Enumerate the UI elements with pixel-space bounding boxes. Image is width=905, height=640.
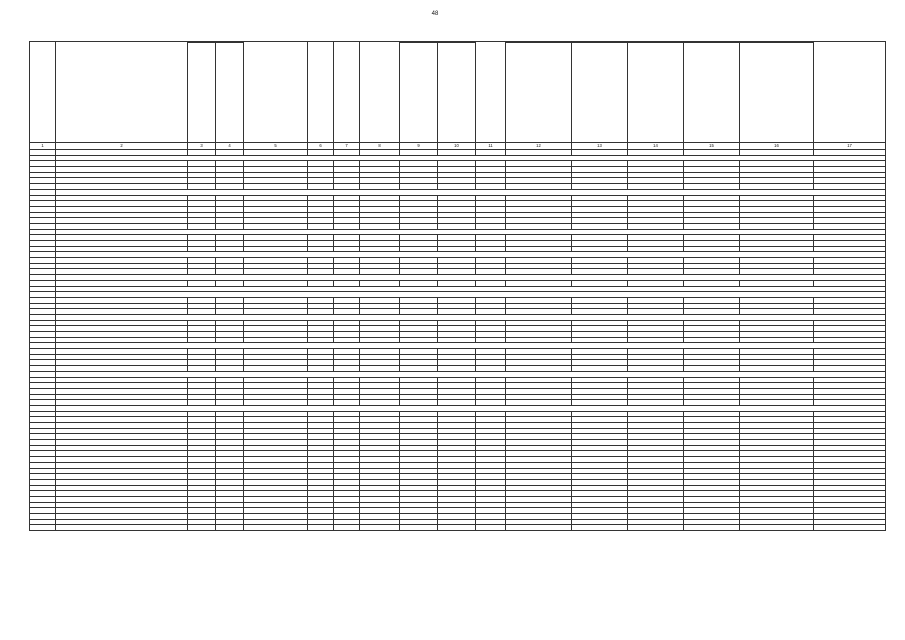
header-area-total [400, 43, 438, 143]
table-cell [814, 525, 886, 531]
table-cell [628, 525, 684, 531]
header-cost-total [506, 43, 572, 143]
table-body [30, 150, 886, 531]
header-cost-local [684, 43, 740, 143]
table-cell [572, 525, 628, 531]
header-total-area [360, 42, 400, 143]
table-cell [506, 525, 572, 531]
page-number: 48 [431, 11, 439, 17]
table-cell [438, 525, 476, 531]
header-year-built [188, 43, 216, 143]
table-cell [30, 525, 56, 531]
table-cell [740, 525, 814, 531]
header-no [30, 42, 56, 143]
capital-repair-table [29, 41, 886, 531]
header-area-living [438, 43, 476, 143]
header-wall-material [244, 42, 308, 143]
table-cell [476, 525, 506, 531]
table-cell [216, 525, 244, 531]
table-cell [400, 525, 438, 531]
table-header [30, 42, 886, 150]
header-entrances [334, 42, 360, 143]
table-cell [56, 525, 188, 531]
header-specific-cost [814, 42, 886, 143]
table-row [30, 525, 886, 531]
header-residents [476, 42, 506, 143]
table-cell [334, 525, 360, 531]
table-cell [188, 525, 216, 531]
column-index-row: 1 2 3 4 5 6 7 8 9 10 11 12 13 14 15 16 17 [30, 143, 886, 150]
table-cell [360, 525, 400, 531]
table-cell [684, 525, 740, 531]
header-cost-owners [740, 43, 814, 143]
table-cell [308, 525, 334, 531]
header-cost-region [628, 43, 684, 143]
header-address [56, 42, 188, 143]
capital-repair-table-sheet [29, 41, 885, 609]
header-year-last-repair [216, 43, 244, 143]
header-floors [308, 42, 334, 143]
table-cell [244, 525, 308, 531]
header-cost-fund [572, 43, 628, 143]
